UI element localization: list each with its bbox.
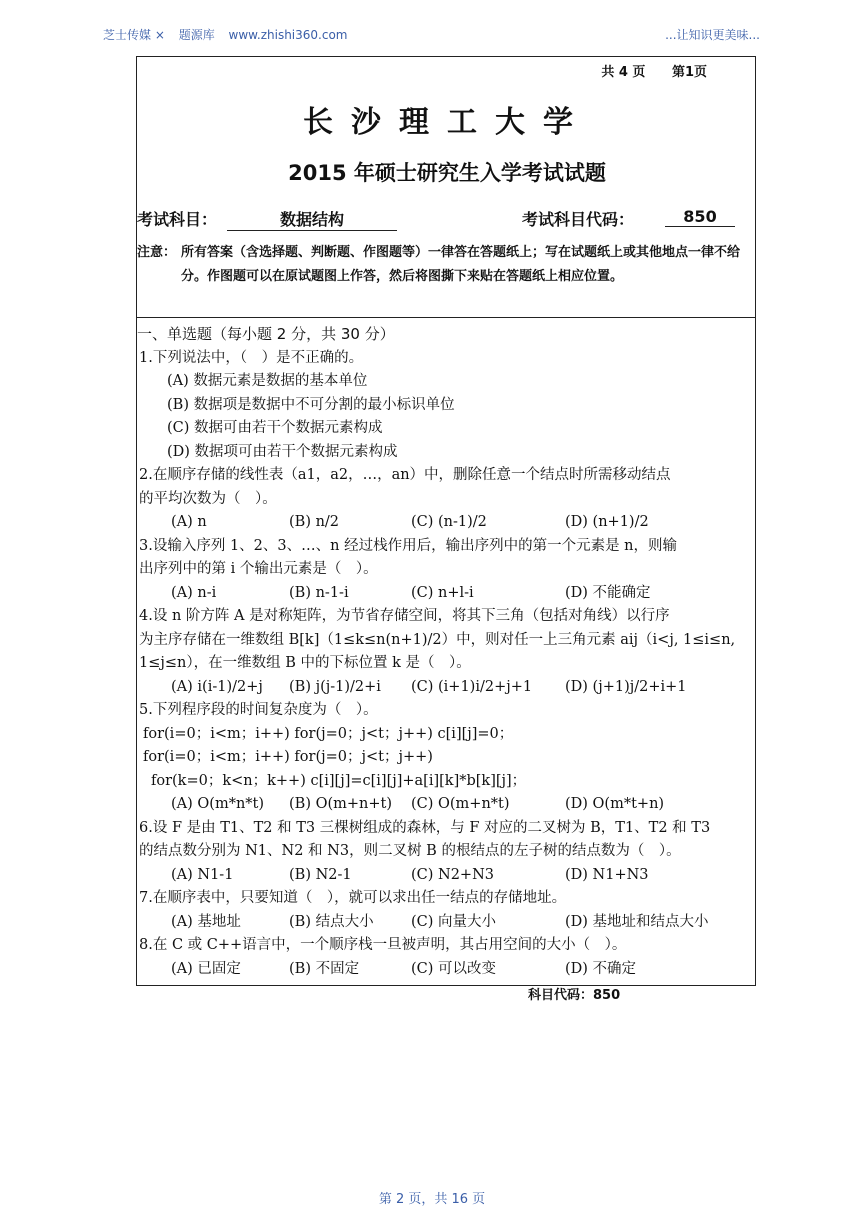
question-8: 8.在 C 或 C++语言中，一个顺序栈一旦被声明，其占用空间的大小（ ）。 (139, 937, 627, 953)
code-label: 考试科目代码： (522, 210, 635, 229)
q5-option-d: (D) O(m*t+n) (565, 796, 665, 812)
top-bar (0, 0, 864, 40)
q5-option-b: (B) O(m+n+t) (289, 796, 392, 812)
current-page: 第1页 (671, 65, 707, 80)
divider (137, 317, 755, 318)
page-indicator: 第 2 页，共 16 页 (378, 1192, 486, 1207)
question-4-line-2: 为主序存储在一维数组 B[k]（1≤k≤n(n+1)/2）中，则对任一上三角元素 aij（i<j, 1≤i≤n, (139, 631, 736, 648)
q2-options (137, 511, 753, 535)
q5-code-line-3: for(k=0；k<n；k++) c[i][j]=c[i][j]+a[i][k]*b[k][j]； (151, 772, 527, 789)
q4-option-c: (C) (i+1)i/2+j+1 (411, 678, 533, 695)
question-6-line-2: 的结点数分别为 N1、N2 和 N3，则二叉树 B 的根结点的左子树的结点数为（ ）。 (139, 843, 681, 859)
q3-option-a: (A) n-i (171, 584, 217, 601)
q1-option-b: (B) 数据项是数据中不可分割的最小标识单位 (167, 396, 455, 413)
question-5: 5.下列程序段的时间复杂度为（ ）。 (139, 702, 378, 718)
q8-option-a: (A) 已固定 (171, 960, 241, 977)
question-7: 7.在顺序表中，只要知道（ ），就可以求出任一结点的存储地址。 (139, 890, 567, 906)
question-6-line-1: 6.设 F 是由 T1、T2 和 T3 三棵树组成的森林，与 F 对应的二叉树为 B，T1、T2 和 T3 (139, 819, 711, 836)
q2-option-d: (D) (n+1)/2 (565, 514, 649, 530)
q2-option-a: (A) n (171, 514, 207, 530)
q7-option-c: (C) 向量大小 (411, 913, 497, 930)
section-title: 一、单选题（每小题 2 分，共 30 分） (137, 325, 395, 343)
q3-option-d: (D) 不能确定 (565, 584, 651, 601)
q4-option-d: (D) (j+1)j/2+i+1 (565, 678, 687, 695)
q7-option-d: (D) 基地址和结点大小 (565, 913, 709, 930)
brand-url[interactable]: www.zhishi360.com (228, 28, 348, 42)
q4-options (137, 676, 753, 700)
subject-value: 数据结构 (227, 207, 397, 231)
notice-label: 注意： (137, 245, 177, 260)
exam-title: 2015 年硕士研究生入学考试试题 (288, 161, 606, 185)
brand (103, 26, 357, 43)
q4-option-a: (A) i(i-1)/2+j (171, 678, 263, 695)
brand-name: 芝士传媒 × (103, 28, 165, 42)
footer-subject-code: 科目代码：850 (528, 988, 621, 1003)
question-3-line-1: 3.设输入序列 1、2、3、…、n 经过栈作用后，输出序列中的第一个元素是 n，则输 (139, 537, 678, 554)
q1-option-a: (A) 数据元素是数据的基本单位 (167, 373, 368, 389)
q7-option-a: (A) 基地址 (171, 913, 241, 930)
question-3-line-2: 出序列中的第 i 个输出元素是（ ）。 (139, 561, 378, 577)
questions (137, 323, 753, 981)
question-1: 1.下列说法中，（ ）是不正确的。 (139, 349, 364, 366)
q8-option-b: (B) 不固定 (289, 960, 360, 977)
q7-option-b: (B) 结点大小 (289, 913, 374, 930)
q6-option-a: (A) N1-1 (171, 866, 234, 883)
page-info (579, 61, 707, 80)
q2-option-b: (B) n/2 (289, 514, 340, 530)
q6-option-d: (D) N1+N3 (565, 866, 649, 883)
q8-option-c: (C) 可以改变 (411, 960, 497, 977)
question-2-line-2: 的平均次数为（ ）。 (139, 490, 277, 507)
q6-options (137, 864, 753, 888)
exam-paper (136, 56, 756, 986)
question-4-line-3: 1≤j≤n），在一维数组 B 中的下标位置 k 是（ ）。 (139, 655, 471, 671)
question-4-line-1: 4.设 n 阶方阵 A 是对称矩阵，为节省存储空间，将其下三角（包括对角线）以行序 (139, 608, 670, 624)
total-pages: 共 4 页 (601, 65, 646, 80)
q1-option-c: (C) 数据可由若干个数据元素构成 (167, 420, 383, 436)
q5-option-a: (A) O(m*n*t) (171, 796, 265, 812)
q5-option-c: (C) O(m+n*t) (411, 796, 510, 812)
subject-label: 考试科目： (137, 210, 218, 229)
q4-option-b: (B) j(j-1)/2+i (289, 678, 381, 695)
q7-options (137, 911, 753, 935)
slogan: ...让知识更美味... (665, 28, 760, 42)
q5-code-line-2: for(i=0；i<m；i++) for(j=0；j<t；j++) (143, 749, 433, 765)
q6-option-c: (C) N2+N3 (411, 866, 494, 883)
notice-text: 所有答案（含选择题、判断题、作图题等）一律答在答题纸上；写在试题纸上或其他地点一律不给分。作图题可以在原试题图上作答，然后将图撕下来贴在答题纸上相应位置。 (181, 245, 741, 284)
q5-code-line-1: for(i=0；i<m；i++) for(j=0；j<t；j++) c[i][j]=0； (143, 725, 514, 742)
code-value: 850 (665, 207, 735, 227)
q2-option-c: (C) (n-1)/2 (411, 514, 487, 530)
brand-library: 题源库 (178, 28, 215, 42)
q3-option-c: (C) n+l-i (411, 584, 474, 601)
university-name: 长沙理工大学 (303, 105, 591, 140)
q5-options (137, 793, 753, 817)
q1-option-d: (D) 数据项可由若干个数据元素构成 (167, 443, 398, 460)
q6-option-b: (B) N2-1 (289, 866, 352, 883)
q8-options (137, 958, 753, 982)
q3-options (137, 582, 753, 606)
q3-option-b: (B) n-1-i (289, 584, 349, 601)
q8-option-d: (D) 不确定 (565, 960, 637, 977)
question-2-line-1: 2.在顺序存储的线性表（a1，a2，…，an）中，删除任意一个结点时所需移动结点 (139, 467, 671, 483)
